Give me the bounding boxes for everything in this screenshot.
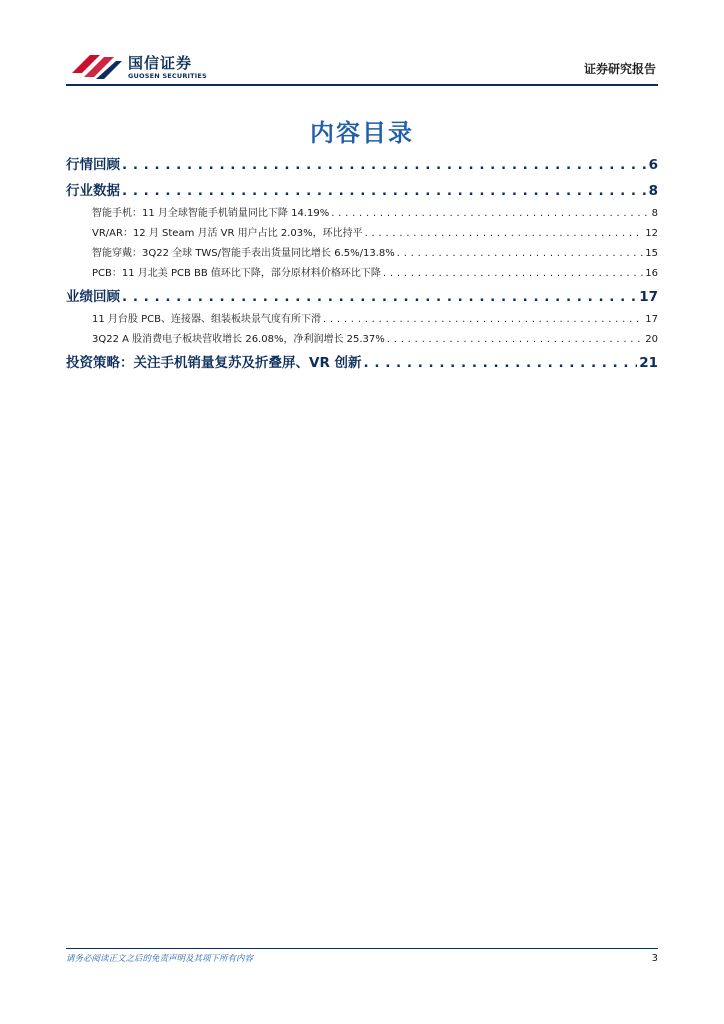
toc-entry-label: 行情回顾 <box>66 157 120 173</box>
guosen-logo <box>70 51 210 81</box>
toc-subentry-page: 15 <box>645 248 658 259</box>
toc-entry[interactable] <box>66 284 658 310</box>
page-number: 3 <box>651 953 658 964</box>
toc-dot-leader <box>383 264 643 284</box>
toc-subentry-page: 20 <box>645 334 658 345</box>
toc-subentry-page: 12 <box>645 228 658 239</box>
footer-divider <box>66 948 658 949</box>
toc-dot-leader <box>364 350 638 376</box>
toc-dot-leader <box>365 224 644 244</box>
toc-subentry-page: 16 <box>645 268 658 279</box>
toc-subentry-label: 3Q22 A 股消费电子板块营收增长 26.08%，净利润增长 25.37% <box>92 334 385 345</box>
toc-subentry[interactable] <box>66 330 658 350</box>
footer-disclaimer: 请务必阅读正文之后的免责声明及其项下所有内容 <box>66 954 254 964</box>
page-header <box>66 48 658 84</box>
toc-subentry-label: PCB：11 月北美 PCB BB 值环比下降，部分原材料价格环比下降 <box>92 268 381 279</box>
toc-subentry-page: 17 <box>645 314 658 325</box>
toc-subentry-label: 智能穿戴：3Q22 全球 TWS/智能手表出货量同比增长 6.5%/13.8% <box>92 248 395 259</box>
toc-dot-leader <box>122 284 637 310</box>
logo-english-name: GUOSEN SECURITIES <box>128 72 207 80</box>
toc-entry-page: 6 <box>648 157 658 173</box>
toc-entry-page: 17 <box>639 289 658 305</box>
guosen-logo-icon <box>70 51 122 81</box>
toc-entry[interactable] <box>66 152 658 178</box>
toc-entry-label: 投资策略：关注手机销量复苏及折叠屏、VR 创新 <box>66 355 362 371</box>
toc-subentry[interactable] <box>66 224 658 244</box>
toc-subentry[interactable] <box>66 310 658 330</box>
header-divider <box>66 84 658 86</box>
toc-subentry[interactable] <box>66 244 658 264</box>
toc-dot-leader <box>122 178 647 204</box>
toc-title: 内容目录 <box>310 119 414 147</box>
toc-dot-leader <box>122 152 647 178</box>
toc-entry-page: 8 <box>648 183 658 199</box>
toc-subentry-label: 智能手机：11 月全球智能手机销量同比下降 14.19% <box>92 208 330 219</box>
toc-entry-label: 业绩回顾 <box>66 289 120 305</box>
report-type-label: 证券研究报告 <box>583 62 656 76</box>
toc-entry[interactable] <box>66 178 658 204</box>
toc-dot-leader <box>331 204 649 224</box>
toc-entry-page: 21 <box>639 355 658 371</box>
logo-chinese-name: 国信证券 <box>128 54 193 72</box>
toc-subentry-page: 8 <box>651 208 658 219</box>
toc-subentry[interactable] <box>66 204 658 224</box>
toc-dot-leader <box>387 330 643 350</box>
table-of-contents <box>66 152 658 376</box>
toc-entry[interactable] <box>66 350 658 376</box>
toc-subentry-label: 11 月台股 PCB、连接器、组装板块景气度有所下滑 <box>92 314 321 325</box>
toc-dot-leader <box>323 310 643 330</box>
toc-subentry-label: VR/AR：12 月 Steam 月活 VR 用户占比 2.03%，环比持平 <box>92 228 363 239</box>
toc-dot-leader <box>397 244 644 264</box>
toc-entry-label: 行业数据 <box>66 183 120 199</box>
toc-subentry[interactable] <box>66 264 658 284</box>
